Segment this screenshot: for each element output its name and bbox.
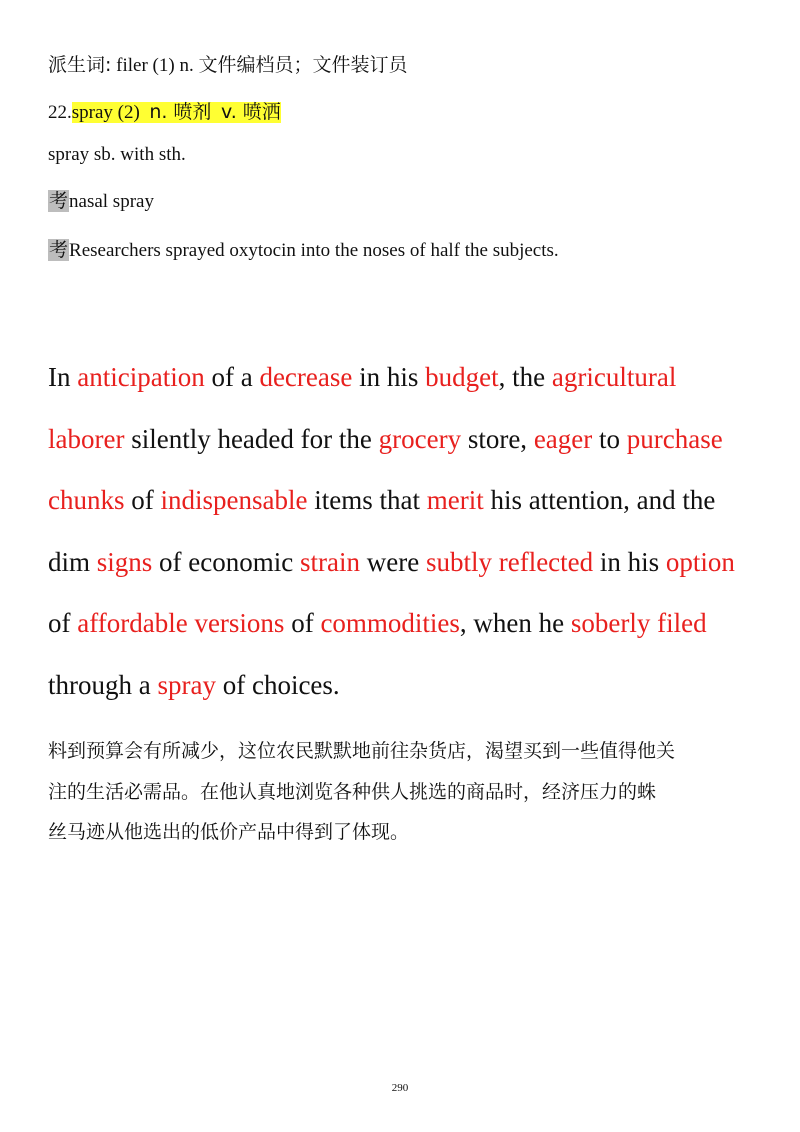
page-number: 290 <box>391 1082 409 1094</box>
chinese-translation <box>48 731 758 853</box>
vocab-word: spray <box>157 669 216 700</box>
entry-line <box>48 97 281 124</box>
passage-line <box>48 532 748 594</box>
translation-line: 丝马迹从他选出的低价产品中得到了体现。 <box>48 821 410 843</box>
entry-headword: spray (2) <box>71 102 140 123</box>
vocab-word: strain <box>300 546 360 577</box>
passage-text: of economic <box>152 546 300 577</box>
passage-text: his attention, and the <box>483 485 716 516</box>
passage-text: of <box>48 608 78 639</box>
passage-line <box>48 655 748 717</box>
vocab-word: anticipation <box>77 362 205 392</box>
passage-text: items that <box>307 485 427 516</box>
translation-line: 料到预算会有所减少，这位农民默默地前往杂货店，渴望买到一些值得他关 <box>48 740 676 762</box>
passage-text: of choices. <box>215 669 340 700</box>
derivative-line <box>48 50 407 77</box>
passage-text: in his <box>352 362 426 392</box>
passage-text: in his <box>593 546 666 577</box>
usage-line: spray sb. with sth. <box>48 144 186 165</box>
passage-text: of <box>284 608 321 639</box>
translation-line: 注的生活必需品。在他认真地浏览各种供人挑选的商品时，经济压力的蛛 <box>48 780 657 803</box>
vocab-word: decrease <box>259 362 353 392</box>
vocab-word: purchase <box>626 423 723 454</box>
exam-example-2 <box>48 235 559 262</box>
passage-line <box>48 347 748 409</box>
passage-text: , the <box>498 362 552 392</box>
passage-text: store, <box>461 423 534 454</box>
exam-example-1 <box>48 186 154 213</box>
entry-noun-meaning: n. 喷剂 <box>149 101 212 123</box>
vocab-word: laborer <box>48 423 125 454</box>
passage-line <box>48 470 748 532</box>
vocab-word: agricultural <box>551 362 677 392</box>
passage-text: of a <box>204 362 260 392</box>
entry-verb-meaning: v. 喷洒 <box>220 101 281 123</box>
vocab-word: affordable versions <box>77 608 285 639</box>
passage-text: In <box>48 362 78 392</box>
vocab-word: chunks <box>48 485 125 516</box>
vocab-word: commodities <box>320 608 460 639</box>
vocab-word: signs <box>96 546 153 577</box>
exam-example-text: nasal spray <box>69 191 154 212</box>
exam-example-text: Researchers sprayed oxytocin into the noses of half the subjects. <box>69 240 559 261</box>
vocab-word: eager <box>533 423 593 454</box>
vocab-word: merit <box>426 485 484 516</box>
passage-line <box>48 593 748 655</box>
vocab-word: soberly filed <box>570 608 707 639</box>
derivative-word: filer (1) <box>116 55 175 76</box>
passage-text: were <box>360 546 426 577</box>
passage-text: to <box>592 423 627 454</box>
derivative-label: 派生词: <box>48 54 112 76</box>
vocab-word: grocery <box>378 423 462 454</box>
derivative-pos: n. <box>179 55 194 76</box>
entry-highlight <box>72 102 281 123</box>
passage-text: dim <box>48 546 97 577</box>
derivative-meaning: 文件编档员；文件装订员 <box>198 54 408 76</box>
vocab-word: budget <box>425 362 499 392</box>
passage-text: , when he <box>459 608 571 639</box>
exam-marker: 考 <box>49 190 69 212</box>
english-passage <box>48 347 748 717</box>
vocab-word: indispensable <box>160 485 308 516</box>
passage-text: through a <box>48 669 158 700</box>
passage-line <box>48 409 748 471</box>
exam-marker: 考 <box>49 239 69 261</box>
vocab-word: subtly reflected <box>425 546 594 577</box>
passage-text: of <box>124 485 161 516</box>
passage-text: silently headed for the <box>124 423 379 454</box>
vocab-word: option <box>665 546 735 577</box>
entry-number: 22. <box>48 102 72 123</box>
